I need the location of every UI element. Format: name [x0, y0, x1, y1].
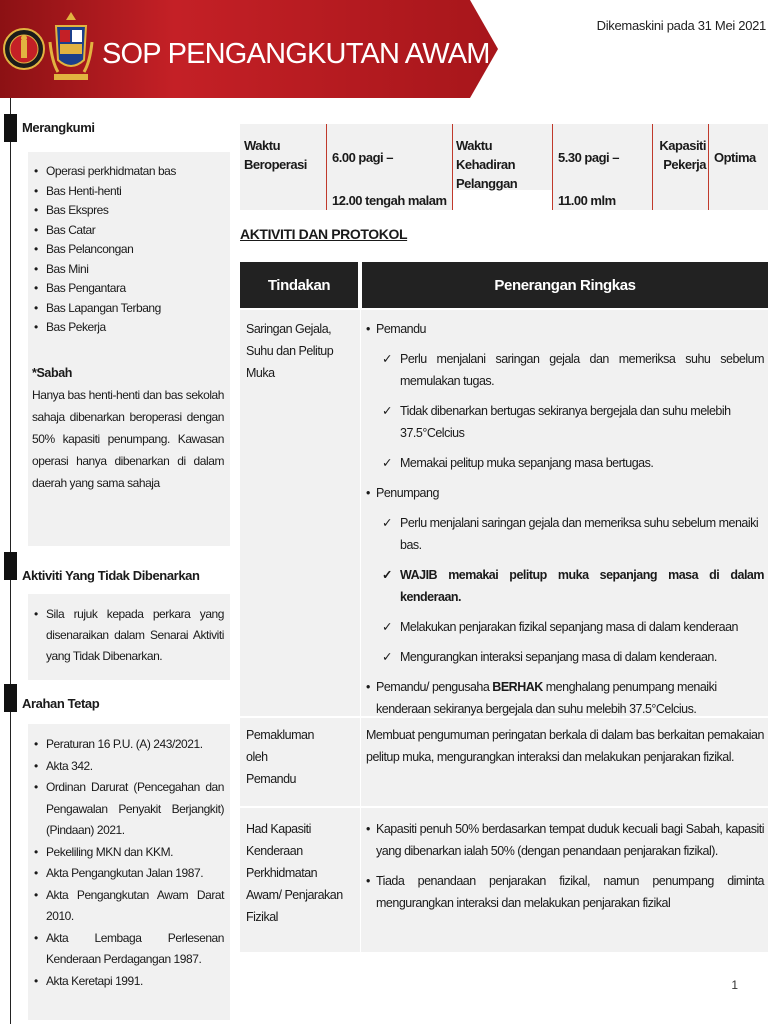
- item-text: Memakai pelitup muka sepanjang masa bertugas.: [400, 456, 654, 470]
- row-desc-pemakluman: Membuat pengumuman peringatan berkala di dalam bas berkaitan pemakaian pelitup muka, mengurangkan interaksi dan melakukan penjarakan fizikal.: [366, 728, 764, 764]
- column-divider: [360, 718, 361, 806]
- column-header-tindakan: Tindakan: [240, 262, 358, 308]
- list-item: • Operasi perkhidmatan bas: [32, 162, 224, 182]
- column-divider: [452, 124, 453, 210]
- checkmark-icon: ✓: [382, 404, 392, 418]
- merangkumi-box: [28, 152, 230, 546]
- statement-text: menghalang penumpang menaiki kenderaan sekiranya bergejala dan suhu melebih 37.5°Celcius.: [376, 680, 717, 716]
- berhak-statement: [366, 676, 764, 720]
- label-line: Pemandu: [246, 772, 297, 786]
- list-item: • Akta Pengangkutan Awam Darat 2010.: [32, 885, 224, 928]
- list-item: • Pekeliling MKN dan KKM.: [32, 842, 224, 864]
- column-divider: [652, 124, 653, 210]
- waktu-operasi-label: Waktu Beroperasi: [244, 138, 307, 172]
- left-sidebar: [0, 98, 236, 1024]
- operating-hours-table: [240, 124, 768, 210]
- row-label-saringan: Saringan Gejala, Suhu dan Pelitup Muka: [246, 322, 334, 380]
- column-divider: [708, 124, 709, 210]
- list-item: • Peraturan 16 P.U. (A) 243/2021.: [32, 734, 224, 756]
- row-desc-had-kapasiti: [366, 818, 764, 914]
- section-marker: [4, 684, 17, 712]
- arahan-tetap-list: [32, 734, 224, 992]
- statement-emphasis: BERHAK: [492, 680, 543, 694]
- last-updated-date: Dikemaskini pada 31 Mei 2021: [596, 18, 766, 33]
- list-item: [366, 616, 764, 638]
- info-gap: [452, 190, 552, 210]
- list-item: • Akta Pengangkutan Jalan 1987.: [32, 863, 224, 885]
- list-item: • Bas Pekerja: [32, 318, 224, 338]
- document-title: SOP PENGANGKUTAN AWAM (PKP): [102, 38, 571, 70]
- page-number: 1: [731, 978, 738, 992]
- section-marker: [4, 114, 17, 142]
- waktu-kehadiran-end: 11.00 mlm: [558, 193, 616, 208]
- sabah-note-text: Hanya bas henti-henti dan bas sekolah sahaja dibenarkan beroperasi dengan 50% kapasiti penumpang. Kawasan operasi hanya dibenarkan di dalam daerah yang sama sahaja: [32, 387, 224, 490]
- sabah-note-heading: *Sabah: [32, 365, 72, 380]
- arahan-tetap-heading: Arahan Tetap: [22, 696, 100, 711]
- list-item: [366, 348, 764, 392]
- column-divider: [360, 310, 361, 716]
- column-header-penerangan: Penerangan Ringkas: [362, 262, 768, 308]
- statement-text: Pemandu/ pengusaha: [376, 680, 493, 694]
- arahan-tetap-box: [28, 724, 230, 1020]
- checkmark-icon: ✓: [382, 456, 392, 470]
- column-divider: [326, 124, 327, 210]
- column-divider: [360, 808, 361, 952]
- list-item: • Sila rujuk kepada perkara yang disenaraikan dalam Senarai Aktiviti yang Tidak Dibenarkan.: [32, 604, 224, 667]
- item-text: Tidak dibenarkan bertugas sekiranya bergejala dan suhu melebih 37.5°Celcius: [400, 404, 731, 440]
- checkmark-icon: ✓: [382, 568, 392, 582]
- row-label-had-kapasiti: Had Kapasiti Kenderaan Perkhidmatan Awam/ Penjarakan Fizikal: [246, 822, 343, 924]
- item-text: Mengurangkan interaksi sepanjang masa di dalam kenderaan.: [400, 650, 717, 664]
- row-label-pemakluman: [246, 724, 356, 790]
- item-text: WAJIB memakai pelitup muka sepanjang masa di dalam kenderaan.: [400, 568, 764, 604]
- list-item: • Bas Catar: [32, 221, 224, 241]
- list-item: • Bas Mini: [32, 260, 224, 280]
- item-text: Melakukan penjarakan fizikal sepanjang masa di dalam kenderaan: [400, 620, 738, 634]
- item-text: Perlu menjalani saringan gejala dan memeriksa suhu sebelum memulakan tugas.: [400, 352, 764, 388]
- list-item: [366, 512, 764, 556]
- waktu-kehadiran-label: Waktu Kehadiran Pelanggan: [456, 138, 518, 191]
- list-item: • Akta Keretapi 1991.: [32, 971, 224, 993]
- merangkumi-heading: Merangkumi: [22, 120, 95, 135]
- kapasiti-pekerja-label: Kapasiti Pekerja: [659, 138, 706, 172]
- list-item: [366, 400, 764, 444]
- activity-protocol-heading: AKTIVITI DAN PROTOKOL: [240, 226, 408, 242]
- item-text: Perlu menjalani saringan gejala dan memeriksa suhu sebelum menaiki bas.: [400, 516, 759, 552]
- column-divider: [552, 124, 553, 210]
- label-line: oleh: [246, 750, 268, 764]
- checkmark-icon: ✓: [382, 650, 392, 664]
- tidak-dibenarkan-heading: Aktiviti Yang Tidak Dibenarkan: [22, 568, 200, 583]
- list-item: • Tiada penandaan penjarakan fizikal, namun penumpang diminta mengurangkan interaksi dan melakukan penjarakan fizikal: [366, 870, 764, 914]
- label-line: Pemakluman: [246, 728, 314, 742]
- list-item: • Bas Ekspres: [32, 201, 224, 221]
- row-desc-saringan: [366, 318, 764, 720]
- section-marker: [4, 552, 17, 580]
- list-item: • Bas Pengantara: [32, 279, 224, 299]
- checkmark-icon: ✓: [382, 620, 392, 634]
- list-item: • Bas Henti-henti: [32, 182, 224, 202]
- nsc-logo-icon: [2, 4, 46, 94]
- list-item: [366, 564, 764, 608]
- list-item: [366, 452, 764, 474]
- checkmark-icon: ✓: [382, 516, 392, 530]
- list-item: • Kapasiti penuh 50% berdasarkan tempat duduk kecuali bagi Sabah, kapasiti yang dibenarkan ialah 50% (dengan penandaan penjarakan fizikal).: [366, 818, 764, 862]
- list-item: • Ordinan Darurat (Pencegahan dan Pengawalan Penyakit Berjangkit) (Pindaan) 2021.: [32, 777, 224, 842]
- list-item: • Bas Lapangan Terbang: [32, 299, 224, 319]
- list-item: [366, 646, 764, 668]
- merangkumi-list: [32, 162, 224, 338]
- waktu-operasi-start: 6.00 pagi –: [332, 150, 393, 165]
- malaysia-coat-of-arms-icon: [48, 2, 94, 94]
- pemandu-heading: • Pemandu: [366, 318, 764, 340]
- waktu-kehadiran-start: 5.30 pagi –: [558, 150, 619, 165]
- tidak-dibenarkan-list: [32, 604, 224, 667]
- list-item: • Akta 342.: [32, 756, 224, 778]
- waktu-operasi-end: 12.00 tengah malam: [332, 193, 447, 208]
- penumpang-heading: • Penumpang: [366, 482, 764, 504]
- list-item: • Bas Pelancongan: [32, 240, 224, 260]
- kapasiti-pekerja-value: Optima: [714, 150, 756, 165]
- checkmark-icon: ✓: [382, 352, 392, 366]
- list-item: • Akta Lembaga Perlesenan Kenderaan Perdagangan 1987.: [32, 928, 224, 971]
- tidak-dibenarkan-box: [28, 594, 230, 680]
